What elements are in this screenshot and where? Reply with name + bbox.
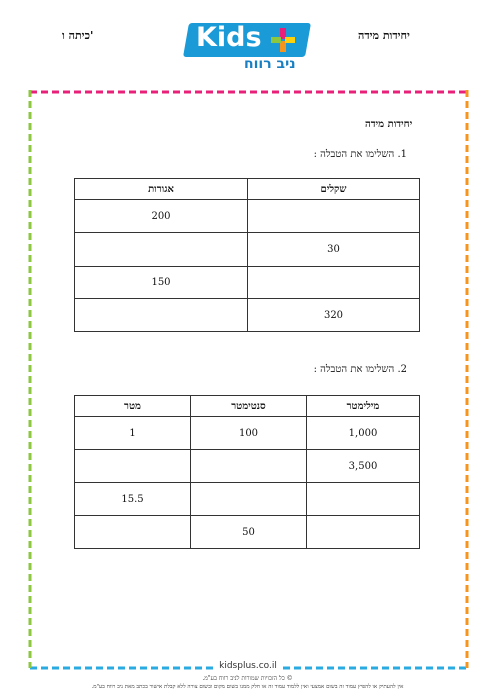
question-2 (314, 364, 407, 375)
topic-label: יחידות מידה (358, 29, 410, 42)
logo-main-text: Kids (196, 22, 262, 53)
question-1-number: 1. (397, 149, 407, 160)
footer-legal: אין להעתיק או להפיץ עמוד זה בשום אמצעי ואין ללמוד עמוד זה או חלק ממנו בשום מקום ובשום צורה ללא קבלת אישור בכתב מאת ניב רווח בע"מ. (91, 684, 404, 690)
table-2-cell (75, 516, 191, 549)
table-2-cell (191, 483, 307, 516)
table-row (75, 267, 420, 299)
table-2-cell: 15.5 (75, 483, 191, 516)
table-2-cell: 100 (191, 417, 307, 450)
table-1-cell: 200 (75, 200, 248, 233)
footer-copyright: © כל הזכויות שמורות לניב רווח בע"מ. (202, 675, 293, 682)
table-row (75, 516, 420, 549)
question-1-text: השלימו את הטבלה : (313, 149, 395, 160)
table-2-cell (75, 450, 191, 483)
table-2-header-meter: מטר (75, 396, 191, 417)
grade-label: כיתה ו' (62, 29, 94, 42)
table-1-cell: 150 (75, 267, 248, 299)
table-row (75, 450, 420, 483)
table-2-cell: 1,000 (307, 417, 420, 450)
table-1-header-agorot: אגורות (75, 179, 248, 200)
table-1-cell (248, 267, 420, 299)
footer-site: kidsplus.co.il (213, 661, 283, 671)
table-1-cell (248, 200, 420, 233)
page-title: יחידות מידה (365, 119, 413, 130)
table-2-cell: 1 (75, 417, 191, 450)
table-1-cell: 30 (248, 233, 420, 267)
table-2-cell (191, 450, 307, 483)
table-2-cell: 3,500 (307, 450, 420, 483)
question-2-number: 2. (397, 364, 407, 375)
table-1-cell: 320 (248, 299, 420, 332)
table-1-cell (75, 299, 248, 332)
table-1-header-shekels: שקלים (248, 179, 420, 200)
table-2-header-mm: מילימטר (307, 396, 420, 417)
table-2-cell (307, 516, 420, 549)
table-1-cell (75, 233, 248, 267)
table-row (75, 483, 420, 516)
table-2-header-cm: סנטימטר (191, 396, 307, 417)
table-2-cell: 50 (191, 516, 307, 549)
table-row (75, 417, 420, 450)
table-2 (74, 395, 420, 549)
table-row (75, 233, 420, 267)
table-2-cell (307, 483, 420, 516)
table-row (75, 200, 420, 233)
question-2-text: השלימו את הטבלה : (313, 364, 395, 375)
logo-sub-text: ניב רווח (244, 56, 296, 72)
table-row (75, 299, 420, 332)
table-1 (74, 178, 420, 332)
question-1 (314, 149, 407, 160)
